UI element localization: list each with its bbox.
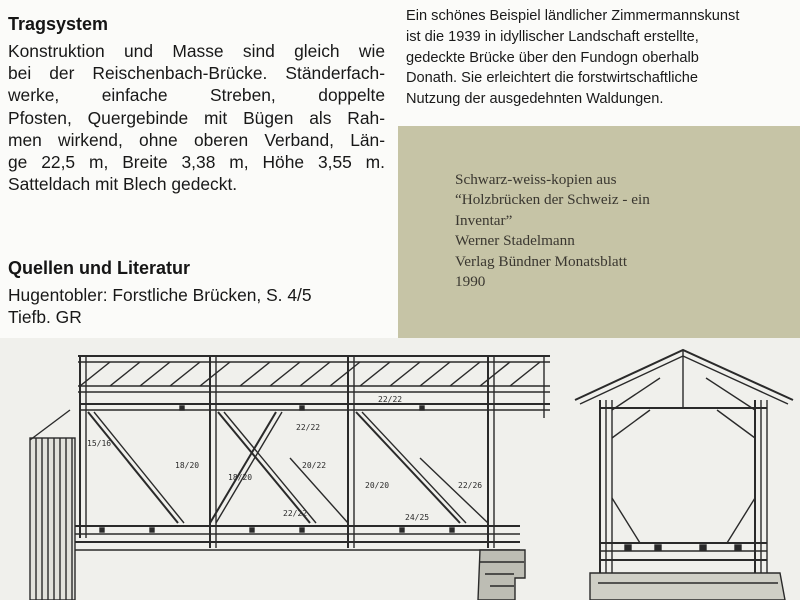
caption-line: Inventar” xyxy=(455,211,513,229)
text-line: men wirkend, ohne oberen Verband, Län- xyxy=(8,129,385,150)
text-line: Pfosten, Quergebinde mit Bügen als Rah- xyxy=(8,107,385,128)
dimension-label: 20/20 xyxy=(365,481,390,490)
text-line: Konstruktion und Masse sind gleich wie xyxy=(8,41,385,61)
side-elevation-frame xyxy=(75,356,550,550)
text-line: werke, einfache Streben, doppelte xyxy=(8,85,385,106)
paragraph-quellen xyxy=(8,284,385,328)
cross-section-frame xyxy=(575,350,793,600)
dimension-label: 24/25 xyxy=(405,513,430,522)
dimension-label: 18/20 xyxy=(228,473,253,482)
dimension-label: 15/16 xyxy=(87,439,112,448)
dimension-label: 22/26 xyxy=(458,481,483,490)
dimension-label: 18/20 xyxy=(175,461,200,470)
dimension-label: 22/22 xyxy=(283,509,308,518)
dimension-label: 22/22 xyxy=(296,423,321,432)
heading-tragsystem: Tragsystem xyxy=(8,14,109,34)
caption-line: “Holzbrücken der Schweiz - ein xyxy=(455,191,650,209)
text-line: bei der Reischenbach-Brücke. Ständerfach- xyxy=(8,63,385,84)
abutment-right xyxy=(478,550,525,600)
abutment-left xyxy=(30,410,75,600)
dimension-label: 20/22 xyxy=(302,461,327,470)
text-line: Tiefb. GR xyxy=(8,307,82,328)
text-line: gedeckte Brücke über den Fundogn oberhalb xyxy=(406,49,699,66)
paragraph-tragsystem xyxy=(8,40,385,195)
text-line: Nutzung der ausgedehnten Waldungen. xyxy=(406,91,664,108)
text-line: ge 22,5 m, Breite 3,38 m, Höhe 3,55 m. xyxy=(8,152,385,173)
text-page-left xyxy=(0,0,398,338)
source-caption xyxy=(455,170,650,292)
member-dimension-labels xyxy=(87,395,482,522)
bridge-drawing-svg xyxy=(0,338,800,600)
dimension-label: 22/22 xyxy=(378,395,403,404)
text-line: ist die 1939 in idyllischer Landschaft erstellte, xyxy=(406,28,699,45)
description-paragraph xyxy=(406,6,792,110)
caption-line: Werner Stadelmann xyxy=(455,232,575,250)
caption-line: Verlag Bündner Monatsblatt xyxy=(455,252,628,270)
text-line: Donath. Sie erleichtert die forstwirtschaftliche xyxy=(406,70,699,87)
text-line: Satteldach mit Blech gedeckt. xyxy=(8,174,238,195)
caption-line: 1990 xyxy=(455,273,486,291)
bridge-drawing xyxy=(0,338,800,600)
text-line: Ein schönes Beispiel ländlicher Zimmermannskunst xyxy=(406,8,740,24)
text-line: Hugentobler: Forstliche Brücken, S. 4/5 xyxy=(8,285,312,305)
caption-line: Schwarz-weiss-kopien aus xyxy=(455,171,617,188)
heading-quellen: Quellen und Literatur xyxy=(8,258,191,278)
